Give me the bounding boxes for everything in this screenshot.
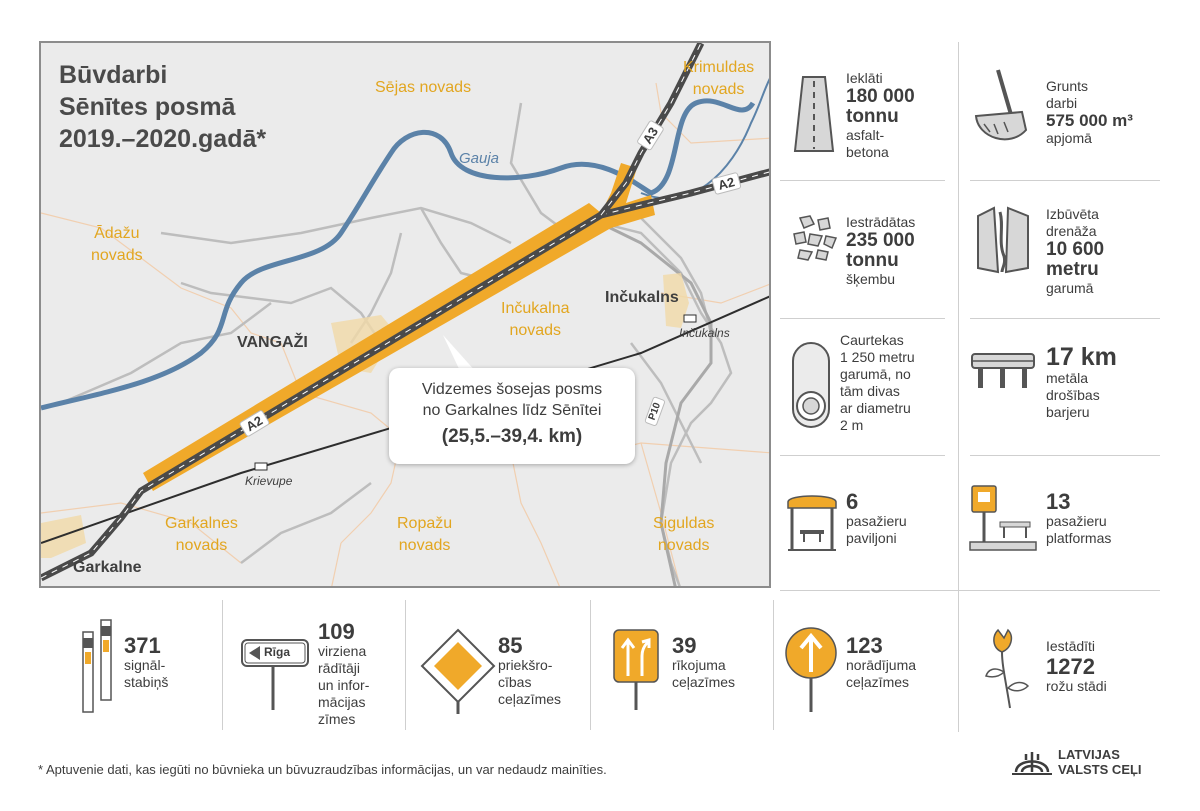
road-shield-a2-lower: A2 (239, 409, 271, 437)
stat-direction (318, 620, 369, 728)
logo-line: VALSTS CEĻI (1058, 761, 1142, 777)
stat-text: garumā, no (840, 366, 911, 383)
stat-text: Iestādīti (1046, 638, 1096, 654)
stat-text: darbi (1046, 95, 1078, 112)
stat-value: 180 000 (846, 86, 915, 108)
region-label: Siguldas (653, 515, 715, 532)
row-divider (780, 590, 1160, 591)
column-divider (405, 600, 406, 730)
road-shield-a3: A3 (636, 120, 665, 152)
ahead-only-sign-icon (784, 626, 838, 719)
callout-line: no Garkalnes līdz Sēnītei (422, 401, 602, 419)
direction-sign-icon (240, 638, 310, 712)
stat-text: 2 m (840, 417, 864, 434)
stat-text: norādījuma (846, 657, 917, 674)
stat-text: cības (498, 674, 532, 691)
title-line: Būvdarbi (59, 61, 168, 89)
station-krievupe: Krievupe (245, 474, 293, 488)
lvc-logo-icon (1012, 748, 1052, 781)
stat-mandatory (672, 634, 735, 691)
stat-pavilions (846, 490, 907, 547)
column-divider (590, 600, 591, 730)
stat-value: 123 (846, 633, 883, 658)
stat-value: 109 (318, 619, 355, 644)
stat-text: stabiņš (124, 674, 169, 691)
stat-asphalt (846, 70, 915, 161)
stat-text: drenāža (1046, 223, 1097, 240)
stat-text: rožu stādi (1046, 678, 1107, 695)
region-incukalna (501, 298, 570, 341)
region-label: Ādažu (94, 225, 140, 242)
stat-platforms (1046, 490, 1111, 547)
stat-text: pasažieru (846, 513, 907, 530)
stat-text: un infor- (318, 677, 370, 694)
stat-value: 6 (846, 489, 859, 514)
map-title (59, 59, 266, 155)
culvert-pipe-icon (790, 340, 832, 435)
stat-value: 1272 (1046, 654, 1095, 680)
region-label: Inčukalna (501, 300, 570, 317)
town-vangazi: VANGAŽI (237, 334, 308, 351)
stat-text: ceļazīmes (672, 674, 736, 691)
column-divider (222, 600, 223, 730)
stat-value: 13 (1046, 489, 1071, 514)
stat-value: 10 600 (1046, 239, 1105, 261)
town-incukalns: Inčukalns (605, 289, 679, 306)
footnote: * Aptuvenie dati, kas iegūti no būvnieka un būvuzraudzības informācijas, un var nedaudz mainīties. (38, 762, 607, 777)
stat-text: mācijas (318, 694, 366, 711)
section-callout (389, 368, 635, 464)
stat-value: 1 250 metru (840, 349, 915, 366)
stat-culverts (840, 332, 915, 434)
stat-text: apjomā (1046, 130, 1092, 146)
stat-text: ar diametru (840, 400, 911, 417)
stat-value: metru (1046, 259, 1099, 281)
stat-text: betona (846, 144, 889, 161)
stat-value: 371 (124, 633, 161, 658)
region-label: novads (175, 536, 228, 554)
excavator-bucket-icon (970, 68, 1032, 155)
garkalne-area (41, 515, 86, 558)
lvc-logo (1058, 748, 1142, 778)
region-krimuldas (683, 57, 754, 100)
stat-priority (498, 634, 561, 708)
stat-text: Iestrādātas (846, 214, 916, 230)
region-garkalnes (165, 513, 238, 556)
stat-value: 235 000 (846, 230, 915, 252)
rose-icon (984, 626, 1030, 717)
stat-text: garumā (1046, 280, 1094, 297)
region-siguldas (653, 513, 714, 556)
road-icon (793, 75, 835, 158)
town-garkalne: Garkalne (73, 559, 142, 576)
stat-info (846, 634, 916, 691)
stat-text: pasažieru (1046, 513, 1107, 530)
stat-text: signāl- (124, 657, 166, 674)
title-line: 2019.–2020.gadā* (59, 125, 267, 153)
river-label: Gauja (459, 150, 500, 167)
bus-stop-platform-icon (968, 484, 1038, 557)
gravel-icon (790, 214, 840, 267)
stat-text: tām divas (840, 383, 900, 400)
guardrail-icon (970, 350, 1036, 395)
row-divider (970, 455, 1160, 456)
stat-text: barjeru (1046, 404, 1090, 421)
bus-shelter-icon (786, 490, 838, 557)
krievupe-station-marker (255, 463, 267, 470)
region-label: novads (692, 80, 745, 98)
logo-line: LATVIJAS (1058, 747, 1120, 762)
region-label: novads (91, 246, 143, 264)
region-label: Garkalnes (165, 515, 238, 532)
region-label: Ropažu (397, 515, 453, 532)
stat-text: Izbūvēta (1046, 206, 1099, 222)
stat-text: paviljoni (846, 530, 897, 547)
stat-text: ceļazīmes (846, 674, 910, 691)
stat-text: drošības (1046, 387, 1100, 404)
incukalns-station-marker (684, 315, 696, 322)
region-sejas: Sējas novads (375, 79, 472, 96)
priority-road-sign-icon (420, 628, 496, 719)
stat-value: 39 (672, 633, 697, 658)
stat-text: Grunts (1046, 78, 1089, 94)
region-label: novads (657, 536, 710, 554)
stat-text: Caurtekas (840, 332, 904, 348)
region-label: Krimuldas (683, 59, 755, 76)
title-line: Sēnītes posmā (59, 93, 236, 121)
map-panel (39, 41, 771, 588)
stat-text: ceļazīmes (498, 691, 562, 708)
row-divider (780, 455, 945, 456)
region-ropazu (397, 513, 452, 556)
stat-value: 575 000 m³ (1046, 111, 1133, 131)
stat-text: šķembu (846, 270, 896, 287)
stat-value: 17 km (1046, 343, 1117, 371)
stat-earthworks (1046, 78, 1133, 147)
stat-drainage (1046, 206, 1104, 297)
row-divider (780, 180, 945, 181)
stat-text: virziena (318, 643, 367, 660)
stat-text: metāla (1046, 370, 1089, 387)
stat-barriers (1046, 344, 1117, 421)
column-divider (773, 600, 774, 730)
station-incukalns: Inčukalns (679, 326, 730, 340)
region-adazu (91, 223, 143, 266)
row-divider (970, 180, 1160, 181)
direction-sign-text: Rīga (264, 645, 291, 659)
stat-value: tonnu (846, 250, 899, 272)
stat-posts (124, 634, 168, 691)
signal-post-icon (80, 618, 116, 719)
region-label: novads (398, 536, 451, 554)
stat-value: tonnu (846, 106, 899, 128)
stat-text: priekšro- (498, 657, 553, 674)
drainage-icon (974, 206, 1032, 281)
callout-line: Vidzemes šosejas posms (421, 381, 603, 398)
stat-text: zīmes (318, 711, 356, 728)
region-label: novads (509, 321, 562, 339)
column-divider (958, 42, 959, 732)
lane-direction-sign-icon (612, 628, 660, 717)
stat-text: Ieklāti (846, 70, 883, 86)
stat-text: asfalt- (846, 126, 885, 143)
stat-text: rīkojuma (672, 657, 726, 674)
road-shield-p10: P10 (644, 396, 666, 427)
stat-text: platformas (1046, 530, 1112, 547)
stat-text: rādītāji (318, 660, 361, 677)
row-divider (970, 318, 1160, 319)
row-divider (780, 318, 945, 319)
callout-range: (25,5.–39,4. km) (441, 425, 583, 447)
stat-value: 85 (498, 633, 523, 658)
road-shield-a2-upper: A2 (711, 172, 741, 195)
stat-roses (1046, 638, 1107, 695)
stat-gravel (846, 214, 915, 288)
